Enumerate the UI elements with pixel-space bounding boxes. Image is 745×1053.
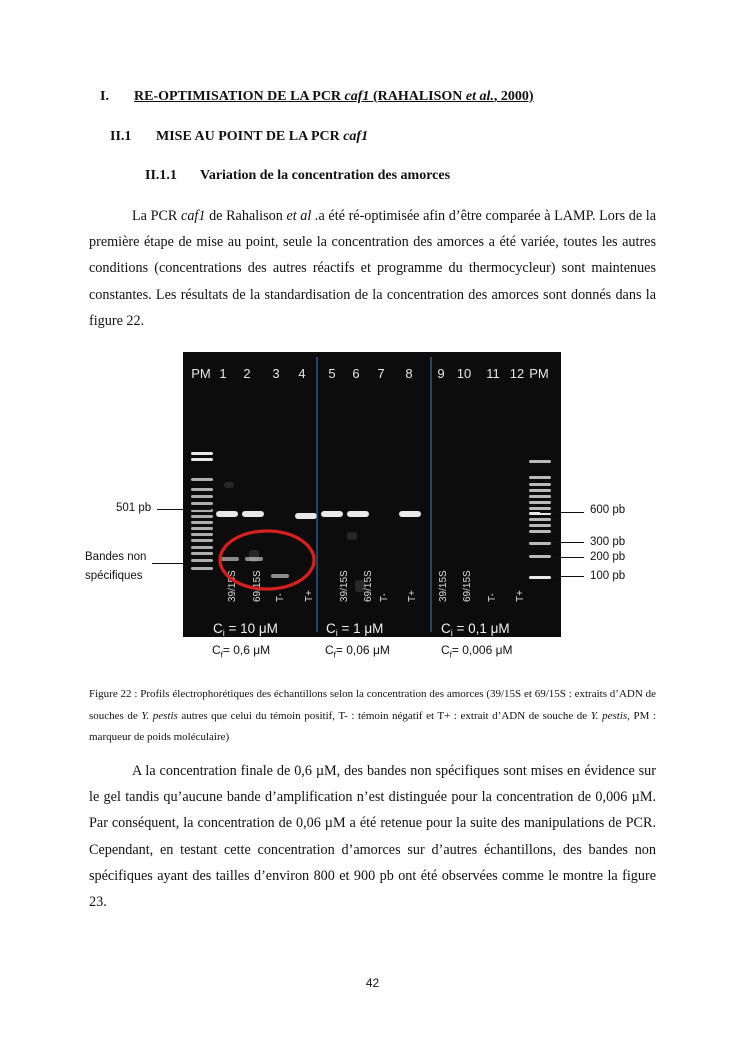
figure-caption: Figure 22 : Profils électrophorétiques des échantillons selon la concentration des amorces (39/15S et 69/15S : extraits d’ADN de souches de Y. pestis autres que celui du témoin positif, T- : témoin négatif et T+ : extrait d’ADN de souche de Y. pestis, PM : marqueur de poids moléculaire) [89, 688, 656, 743]
paragraph-results: A la concentration finale de 0,6 µM, des bandes non spécifiques sont mises en évidence sur le gel tandis qu’aucune bande d’amplification n’est distinguée pour la concentration de 0,006 µM. Par conséquent, la concentration de 0,06 µM a été retenue pour la suite des manipulations de PCR. Cependant, en testant cette concentration d’amorces sur d’autres échantillons, des bandes non spécifiques ayant des tailles d’environ 800 et 900 pb ont été observées comme le montre la figure 23. [89, 763, 656, 911]
sample-band [399, 511, 421, 517]
subsection-heading [110, 129, 369, 145]
ladder-band [191, 552, 213, 555]
paragraph-intro: La PCR caf1 de Rahalison et al .a été ré-optimisée afin d’être comparée à LAMP. Lors de la première étape de mise au point, seule la concentration des amorces a été variée, toutes les autres conditions (concentrations des autres réactifs et programme du thermocycleur) sont maintenues constantes. Les résultats de la standardisation de la concentration des amorces sont donnés dans la figure 22. [89, 208, 656, 329]
ladder-band [191, 539, 213, 542]
leader-line [552, 542, 584, 543]
ladder-band [529, 501, 551, 504]
ladder-band [529, 460, 551, 463]
ci-label: $C_i = 10$ μM [213, 621, 278, 637]
sample-label: T- [487, 593, 498, 602]
leader-line [152, 563, 211, 564]
label-nonspecific-2: spécifiques [85, 570, 143, 582]
lane-label: 12 [509, 366, 525, 381]
ladder-band [529, 507, 551, 510]
ci-label: $C_i = 1$ μM [326, 621, 384, 637]
lane-label: 10 [456, 366, 472, 381]
sample-band [242, 511, 264, 517]
ladder-band [191, 478, 213, 481]
gel-electrophoresis-image [183, 352, 561, 637]
ladder-band [529, 542, 551, 545]
sample-label: 39/15S [227, 570, 238, 602]
subsection-title: MISE AU POINT DE LA PCR caf1 [156, 129, 369, 144]
ladder-band [191, 527, 213, 530]
ladder-band [191, 515, 213, 518]
nonspecific-band [221, 557, 239, 561]
lane-label: 7 [377, 366, 385, 381]
subsubsection-number: II.1.1 [145, 168, 177, 183]
sample-label: T+ [407, 590, 418, 602]
label-100-bp: 100 pb [590, 570, 626, 582]
section-number: I. [100, 89, 109, 104]
sample-label: T- [275, 593, 286, 602]
leader-line [540, 512, 584, 513]
subsubsection-heading [145, 168, 451, 184]
ladder-band [529, 555, 551, 558]
ladder-band [191, 546, 213, 549]
lane-label: 4 [298, 366, 306, 381]
sample-label: T+ [515, 590, 526, 602]
lane-label: 6 [352, 366, 360, 381]
ladder-band [191, 495, 213, 498]
sample-band [216, 511, 238, 517]
subsection-number: II.1 [110, 129, 132, 144]
ladder-band [191, 567, 213, 570]
sample-band [321, 511, 343, 517]
leader-line [552, 557, 584, 558]
ladder-band [191, 458, 213, 461]
cf-label-1: $C_f= 0,6$ μM [212, 643, 271, 660]
ladder-band [529, 524, 551, 527]
lane-label: 2 [243, 366, 251, 381]
ladder-band [191, 559, 213, 562]
ladder-band [529, 483, 551, 486]
ladder-band [191, 502, 213, 505]
lane-label: PM [191, 366, 211, 381]
lane-label: 11 [486, 366, 500, 381]
sample-label: T- [379, 593, 390, 602]
ladder-band [529, 489, 551, 492]
cf-label-2: $C_f= 0,06$ μM [325, 643, 390, 660]
smear [249, 550, 259, 562]
label-nonspecific-1: Bandes non [85, 551, 147, 563]
section-title: RE-OPTIMISATION DE LA PCR caf1 (RAHALISON et al., 2000) [134, 89, 534, 104]
sample-label: 69/15S [462, 570, 473, 602]
lane-label: 5 [328, 366, 336, 381]
ladder-band [191, 521, 213, 524]
ladder-band [191, 488, 213, 491]
ladder-band [529, 518, 551, 521]
ladder-band [191, 533, 213, 536]
smear [347, 532, 357, 540]
lane-label: 3 [272, 366, 280, 381]
sample-band [347, 511, 369, 517]
label-501-bp: 501 pb [116, 502, 152, 514]
page-number: 42 [365, 976, 380, 990]
sample-label: 69/15S [363, 570, 374, 602]
sample-label: 39/15S [339, 570, 350, 602]
label-200-bp: 200 pb [590, 551, 626, 563]
sample-label: 69/15S [252, 570, 263, 602]
sample-label: 39/15S [438, 570, 449, 602]
ladder-band [529, 576, 551, 579]
lane-label: 9 [437, 366, 445, 381]
sample-label: T+ [304, 590, 315, 602]
leader-line [552, 576, 584, 577]
ladder-band [191, 452, 213, 455]
ci-label: $C_i = 0,1$ μM [441, 621, 510, 637]
ladder-band [529, 476, 551, 479]
sample-band [295, 513, 317, 519]
label-600-bp: 600 pb [590, 504, 626, 516]
label-300-bp: 300 pb [590, 536, 626, 548]
ladder-band [529, 530, 551, 533]
leader-line [157, 509, 211, 510]
ladder-band [529, 495, 551, 498]
lane-label: PM [529, 366, 549, 381]
smear [224, 482, 234, 488]
cf-label-3: $C_f= 0,006$ μM [441, 643, 513, 660]
subsubsection-title: Variation de la concentration des amorces [200, 168, 451, 183]
lane-label: 1 [219, 366, 227, 381]
nonspecific-band [271, 574, 289, 578]
lane-label: 8 [405, 366, 413, 381]
